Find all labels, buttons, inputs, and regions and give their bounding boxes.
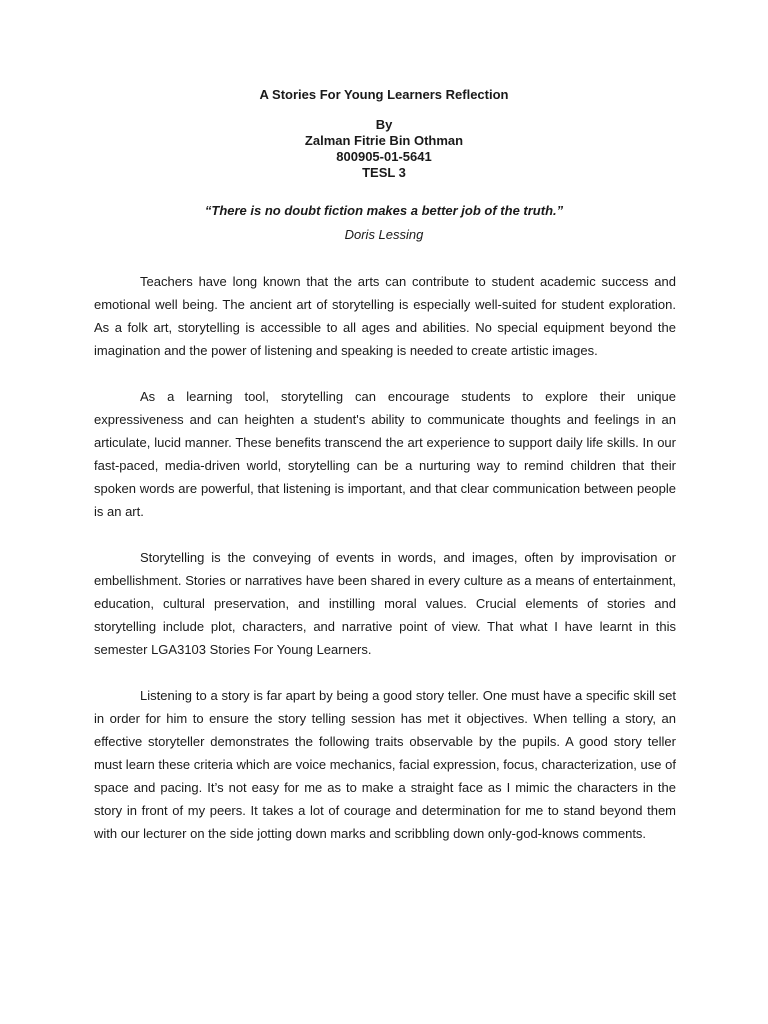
author-name: Zalman Fitrie Bin Othman <box>304 133 464 148</box>
byline <box>0 117 768 181</box>
paragraph: As a learning tool, storytelling can encourage students to explore their unique expressiveness and can heighten a student's ability to communicate thoughts and feelings in an articulate, lucid manner. These benefits transcend the art experience to support daily life skills. In our fast-paced, media-driven world, storytelling can be a nurturing way to remind children that their spoken words are powerful, that listening is important, and that clear communication between people is an art. <box>94 389 676 519</box>
document-header <box>0 86 768 181</box>
epigraph-quote: “There is no doubt fiction makes a better job of the truth.” <box>204 203 564 218</box>
paragraph: Listening to a story is far apart by being a good story teller. One must have a specific skill set in order for him to ensure the story telling session has met it objectives. When telling a story, an effective storyteller demonstrates the following traits observable by the pupils. A good story teller must learn these criteria which are voice mechanics, facial expression, focus, characterization, use of space and pacing. It’s not easy for me as to make a straight face as I mimic the characters in the story in front of my peers. It takes a lot of courage and determination for me to stand beyond them with our lecturer on the side jotting down marks and scribbling down only-god-knows comments. <box>94 688 676 841</box>
epigraph-author: Doris Lessing <box>344 227 424 242</box>
epigraph <box>0 202 768 244</box>
class-name: TESL 3 <box>362 165 406 180</box>
document-body <box>94 270 676 868</box>
by-label: By <box>375 117 393 132</box>
author-id: 800905-01-5641 <box>336 149 432 164</box>
document-title: A Stories For Young Learners Reflection <box>259 87 509 102</box>
paragraph: Teachers have long known that the arts can contribute to student academic success and emotional well being. The ancient art of storytelling is especially well-suited for student exploration. As a folk art, storytelling is accessible to all ages and abilities. No special equipment beyond the imagination and the power of listening and speaking is needed to create artistic images. <box>94 274 676 358</box>
paragraph: Storytelling is the conveying of events in words, and images, often by improvisation or embellishment. Stories or narratives have been shared in every culture as a means of entertainment, education, cultural preservation, and instilling moral values. Crucial elements of stories and storytelling include plot, characters, and narrative point of view. That what I have learnt in this semester LGA3103 Stories For Young Learners. <box>94 550 676 657</box>
